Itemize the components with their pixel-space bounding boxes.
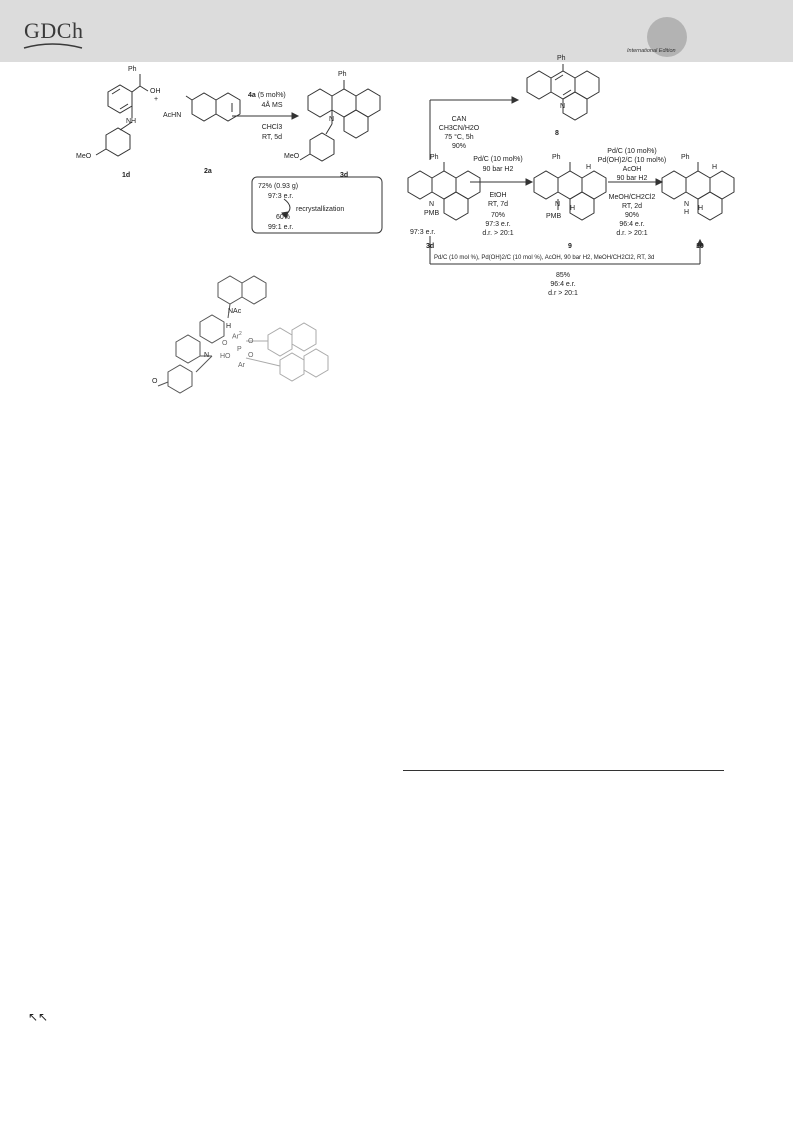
step2-cat2: Pd(OH)2/C (10 mol%) bbox=[597, 157, 667, 164]
step2-cat1: Pd/C (10 mol%) bbox=[607, 148, 657, 155]
step2-time: RT, 2d bbox=[621, 203, 643, 210]
ts-o1-label: O bbox=[222, 340, 228, 347]
compound-1d-structure bbox=[96, 74, 148, 156]
compound-id-9: 9 bbox=[568, 243, 572, 250]
label-achn: AcHN bbox=[163, 112, 182, 119]
can-solvent-label: CH3CN/H2O bbox=[438, 125, 480, 132]
label-ph-1d: Ph bbox=[128, 66, 137, 73]
direct-dr: d.r > 20:1 bbox=[548, 290, 578, 297]
can-label: CAN bbox=[451, 116, 467, 123]
ts-n-label: N bbox=[204, 352, 210, 359]
label-ph-9: Ph bbox=[552, 154, 561, 161]
label-h2-9: H bbox=[570, 205, 576, 212]
step2-pressure: 90 bar H2 bbox=[616, 175, 648, 182]
footnote-rule bbox=[403, 770, 724, 771]
yield-label: 72% (0.93 g) bbox=[258, 183, 299, 190]
compound-id-3d: 3d bbox=[340, 172, 349, 179]
ts-meo-label: O bbox=[152, 378, 158, 385]
step1-pressure: 90 bar H2 bbox=[482, 166, 514, 173]
label-nh: NH bbox=[126, 118, 137, 125]
step1-cat: Pd/C (10 mol%) bbox=[473, 156, 523, 163]
compound-id-3d-right: 3d bbox=[426, 243, 435, 250]
step1-er: 97:3 e.r. bbox=[485, 221, 511, 228]
edition-label: International Edition bbox=[627, 48, 676, 54]
arrow-cursor-icon: ↖↖ bbox=[28, 1010, 49, 1024]
label-pmb-9: PMB bbox=[546, 213, 562, 220]
step2-dr: d.r. > 20:1 bbox=[616, 230, 648, 237]
label-ph-8: Ph bbox=[557, 55, 566, 62]
label-n-8: N bbox=[560, 103, 566, 110]
gdch-logo: GDCh bbox=[24, 18, 84, 43]
compound-id-1d: 1d bbox=[122, 172, 131, 179]
recrystallization-label: recrystallization bbox=[296, 206, 345, 213]
compound-id-2a: 2a bbox=[204, 168, 212, 175]
step2-yield: 90% bbox=[624, 212, 639, 219]
label-oh: OH bbox=[150, 88, 161, 95]
compound-3d-structure bbox=[300, 80, 380, 161]
label-n-9: N bbox=[555, 201, 561, 208]
solvent-label: CHCl3 bbox=[261, 124, 283, 131]
direct-er: 96:4 e.r. bbox=[550, 281, 576, 288]
label-h1-10: H bbox=[712, 164, 718, 171]
ts-ho-label: HO bbox=[220, 353, 231, 360]
step1-dr: d.r. > 20:1 bbox=[482, 230, 514, 237]
er-3d-right: 97:3 e.r. bbox=[410, 229, 436, 236]
label-n-3d: N bbox=[329, 116, 335, 123]
er-label: 97:3 e.r. bbox=[268, 193, 294, 200]
step2-er: 96:4 e.r. bbox=[619, 221, 645, 228]
label-h1-9: H bbox=[586, 164, 592, 171]
step1-solvent: EtOH bbox=[489, 192, 507, 199]
label-meo-1d: MeO bbox=[76, 153, 92, 160]
can-yield-label: 90% bbox=[451, 143, 466, 150]
direct-route-conditions: Pd/C (10 mol %), Pd(OH)2/C (10 mol %), AcOH, 90 bar H2, MeOH/CH2Cl2, RT, 3d bbox=[434, 255, 655, 261]
compound-2a-structure bbox=[186, 93, 240, 121]
ts-ar1-label: Ar$^2$ bbox=[232, 331, 242, 341]
label-meo-3d: MeO bbox=[284, 153, 300, 160]
step1-time: RT, 7d bbox=[487, 201, 509, 208]
step1-yield: 70% bbox=[490, 212, 505, 219]
ts-p-label: P bbox=[237, 346, 242, 353]
ts-nac-label: NAc bbox=[228, 308, 242, 315]
label-ph-10: Ph bbox=[681, 154, 690, 161]
ts-o2-label: O bbox=[248, 338, 254, 345]
label-n-10: N bbox=[684, 201, 690, 208]
label-ph-3d: Ph bbox=[338, 71, 347, 78]
transition-state-model bbox=[158, 276, 328, 393]
step2-solvent: MeOH/CH2Cl2 bbox=[608, 194, 656, 201]
label-h3-10: H bbox=[698, 205, 704, 212]
ts-h-label: H bbox=[226, 323, 232, 330]
label-ph-3d-right: Ph bbox=[430, 154, 439, 161]
compound-id-10: 10 bbox=[696, 243, 704, 250]
er2-label: 99:1 e.r. bbox=[268, 224, 294, 231]
direct-yield: 85% bbox=[555, 272, 570, 279]
ts-o3-label: O bbox=[248, 352, 254, 359]
label-n-3d-right: N bbox=[429, 201, 435, 208]
time-label: RT, 5d bbox=[261, 134, 283, 141]
can-temp-label: 75 °C, 5h bbox=[444, 134, 474, 141]
label-h2-10: H bbox=[684, 209, 690, 216]
compound-8-structure bbox=[527, 64, 599, 120]
label-pmb-3d: PMB bbox=[424, 210, 440, 217]
compound-id-8: 8 bbox=[555, 130, 559, 137]
ts-ar2-label: Ar bbox=[238, 362, 245, 369]
catalyst-label: 4a (5 mol%) bbox=[248, 92, 286, 99]
step2-acid: AcOH bbox=[622, 166, 642, 173]
yield2-label: 60% bbox=[276, 214, 291, 221]
sieves-label: 4Å MS bbox=[261, 102, 283, 109]
plus-sign: + bbox=[154, 96, 159, 103]
